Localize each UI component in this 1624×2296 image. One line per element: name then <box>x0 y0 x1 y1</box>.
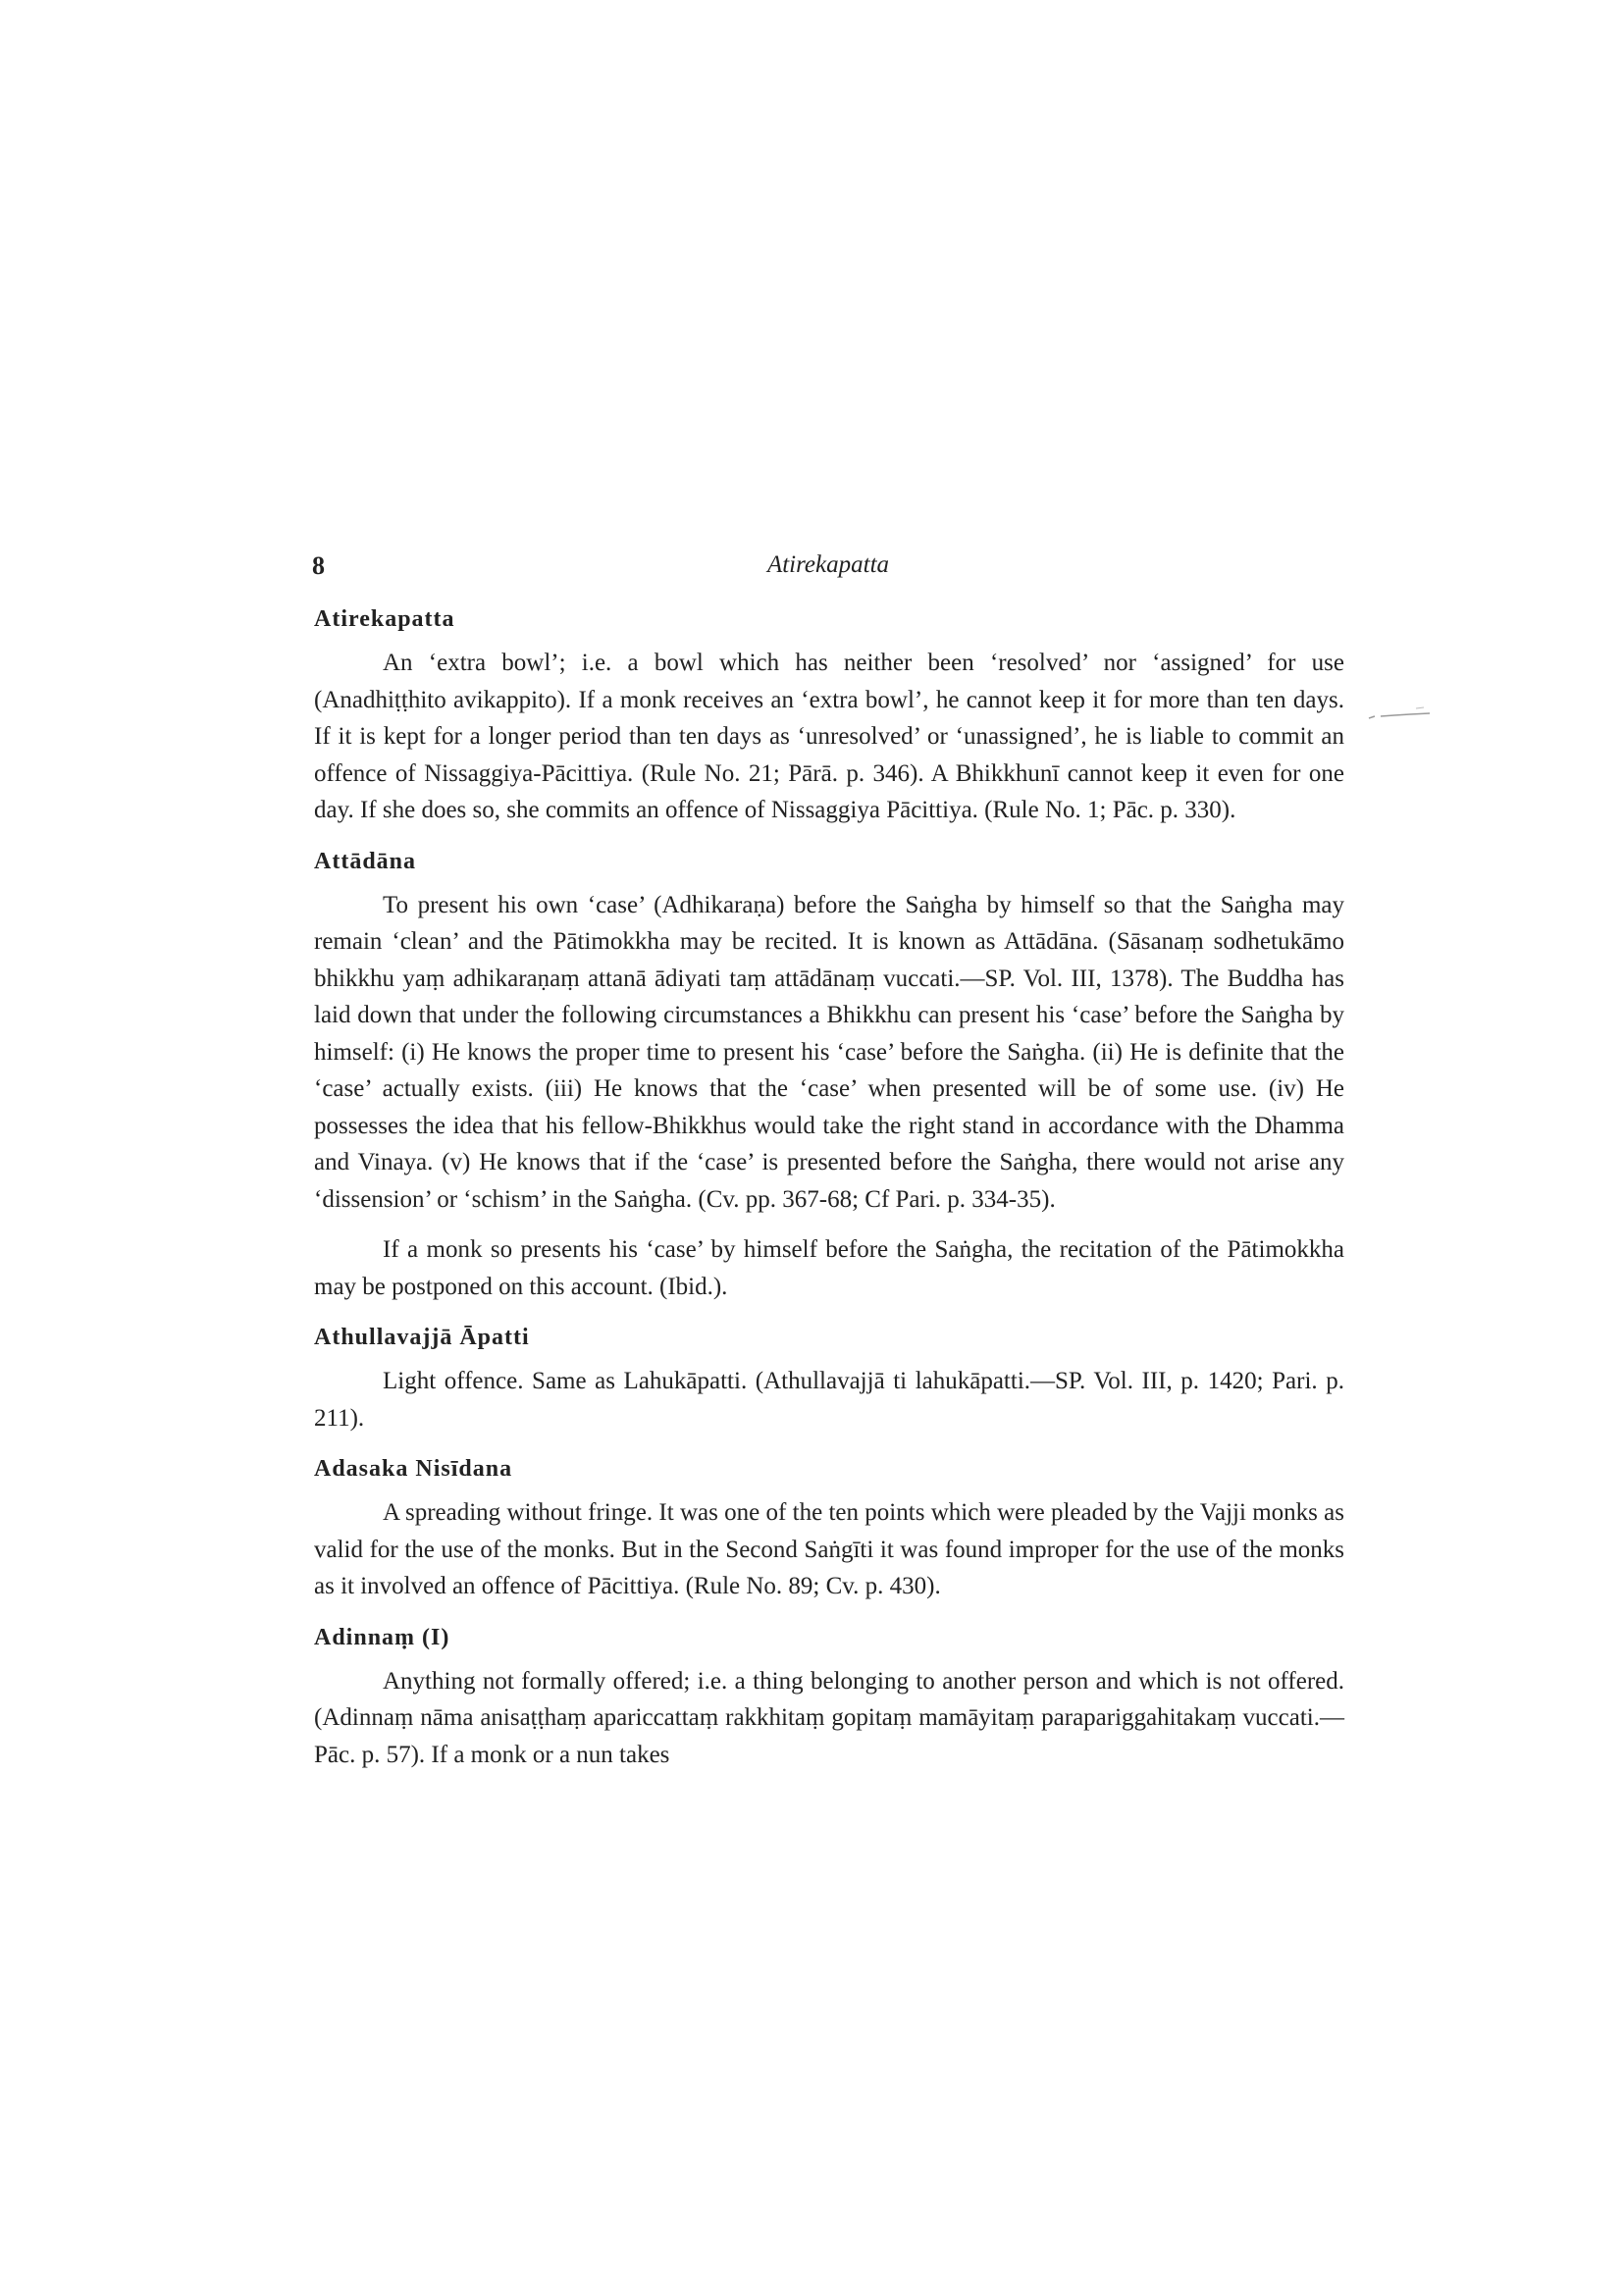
entry-heading: Atirekapatta <box>314 606 455 632</box>
entry-paragraph: If a monk so presents his ‘case’ by himself before the Saṅgha, the recitation of the Pātimokkha may be postponed on this account. (Ibid.). <box>314 1236 1344 1300</box>
entry-paragraph: A spreading without fringe. It was one of the ten points which were pleaded by the Vajji monks as valid for the use of the monks. But in the Second Saṅgīti it was found improper for the use of the monks as it involved an offence of Pācittiya. (Rule No. 89; Cv. p. 430). <box>314 1499 1344 1599</box>
entry-heading: Adasaka Nisīdana <box>314 1456 513 1482</box>
dictionary-entries <box>314 606 1344 1793</box>
margin-pencil-mark <box>1367 704 1432 724</box>
entry-athullavajja-apatti <box>314 1325 1344 1436</box>
running-title: Atirekapatta <box>766 551 890 578</box>
running-head <box>312 551 1344 591</box>
entry-paragraph: Anything not formally offered; i.e. a thing belonging to another person and which is not offered. (Adinnaṃ nāma anisaṭṭhaṃ apariccattaṃ rakkhitaṃ gopitaṃ mamāyitaṃ parapariggahitakaṃ vuccati.—Pāc. p. 57). If a monk or a nun takes <box>314 1667 1344 1768</box>
entry-adasaka-nisidana <box>314 1456 1344 1605</box>
entry-adinnam-1 <box>314 1625 1344 1774</box>
entry-paragraph: To present his own ‘case’ (Adhikaraṇa) before the Saṅgha by himself so that the Saṅgha may remain ‘clean’ and the Pātimokkha may be recited. It is known as Attādāna. (Sāsanaṃ sodhetukāmo bhikkhu yaṃ adhikaraṇaṃ attanā ādiyati taṃ attādānaṃ vuccati.—SP. Vol. III, 1378). The Buddha has laid down that under the following circumstances a Bhikkhu can present his ‘case’ before the Saṅgha by himself: (i) He knows the proper time to present his ‘case’ before the Saṅgha. (ii) He is definite that the ‘case’ actually exists. (iii) He knows that the ‘case’ when presented will be of some use. (iv) He possesses the idea that his fellow-Bhikkhus would take the right stand in accordance with the Dhamma and Vinaya. (v) He knows that if the ‘case’ is presented before the Saṅgha, there would not arise any ‘dissension’ or ‘schism’ in the Saṅgha. (Cv. pp. 367-68; Cf Pari. p. 334-35). <box>314 891 1344 1213</box>
entry-heading: Adinnaṃ (I) <box>314 1624 450 1650</box>
entry-heading: Athullavajjā Āpatti <box>314 1325 530 1350</box>
entry-paragraph: Light offence. Same as Lahukāpatti. (Athullavajjā ti lahukāpatti.—SP. Vol. III, p. 1420; Pari. p. 211). <box>314 1368 1344 1432</box>
entry-atirekapatta <box>314 606 1344 829</box>
page-number: 8 <box>312 551 325 580</box>
entry-attadana <box>314 849 1344 1306</box>
entry-paragraph: An ‘extra bowl’; i.e. a bowl which has neither been ‘resolved’ nor ‘assigned’ for use (Anadhiṭṭhito avikappito). If a monk receives an ‘extra bowl’, he cannot keep it for more than ten days. If it is kept for a longer period than ten days as ‘unresolved’ or ‘unassigned’, he is liable to commit an offence of Nissaggiya-Pācittiya. (Rule No. 21; Pārā. p. 346). A Bhikkhunī cannot keep it even for one day. If she does so, she commits an offence of Nissaggiya Pācittiya. (Rule No. 1; Pāc. p. 330). <box>314 650 1344 823</box>
entry-heading: Attādāna <box>314 848 417 874</box>
